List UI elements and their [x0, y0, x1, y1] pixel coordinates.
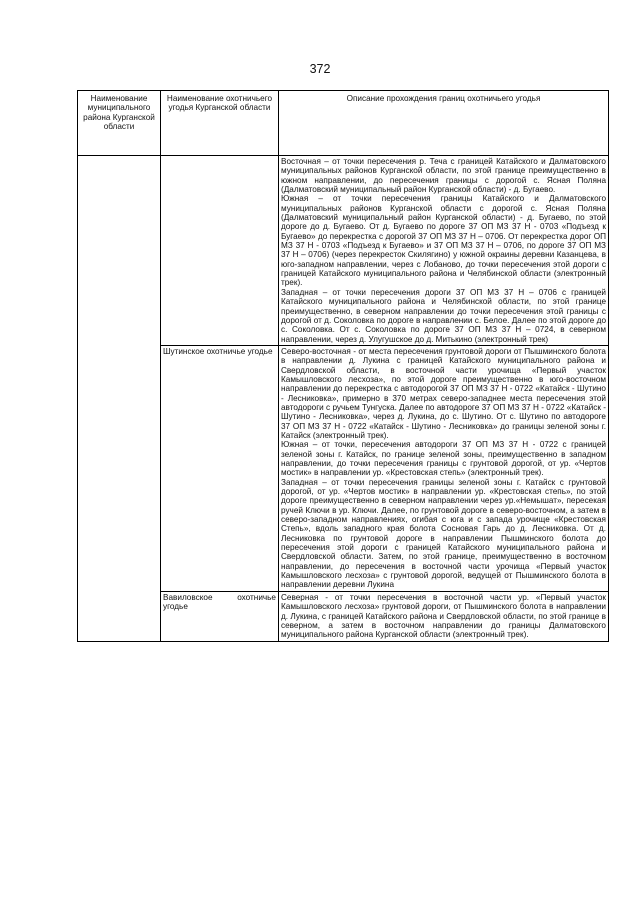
- table-header-row: [78, 91, 609, 156]
- page-number: 372: [309, 62, 331, 76]
- description-cell: [279, 591, 609, 641]
- hunting-grounds-table: [77, 90, 609, 642]
- header-hunting-ground: Наименование охотничьего угодья Курганской области: [161, 91, 279, 156]
- boundary-paragraph: Северная - от точки пересечения в восточной части ур. «Первый участок Камышловского лесхоза» грунтовой дороги, от Пышминского болота в направлении д. Лукина, с границей Катайского района и Свердловской области, по этой границе в северном, а затем в восточном направлении до границы Далматовского муниципального района Курганской области (электронный трек).: [281, 592, 606, 640]
- hunting-ground-cell: Шутинское охотничье угодье: [161, 345, 279, 591]
- hunting-ground-cell: [161, 156, 279, 346]
- boundary-paragraph: Южная – от точки, пересечения автодороги 37 ОП МЗ 37 Н - 0722 с границей зеленой зоны г. Катайск, по границе зеленой зоны, преимущественно в западном направлении, до точки пересечения границы с грунтовой дорогой, от ур. «Чертов мостик» в направлении ур. «Крестовская степь» (электронный трек).: [281, 440, 606, 478]
- boundary-paragraph: Северо-восточная - от места пересечения грунтовой дороги от Пышминского болота в направлении д. Лукина с границей Катайского муниципального района и Свердловской области, в восточной части урочища «Первый участок Камышловского лесхоза», по этой дороге преимущественно в юго-восточном направлении до перекрестка с автодорогой 37 ОП МЗ 37 Н - 0722 «Катайск - Шутино - Лесниковка», примерно в 370 метрах северо-западнее места пересечения этой автодороги с ручьем Тунгуска. Далее по автодороге 37 ОП МЗ 37 Н - 0722 «Катайск - Шутино - Лесниковка», через д. Лукина, до с. Шутино. От с. Шутино по автодороге 37 ОП МЗ 37 Н - 0722 «Катайск - Шутино - Лесниковка» до границы зеленой зоны г. Катайск (электронный трек).: [281, 346, 606, 440]
- hunting-ground-cell: Вавиловское охотничье угодье: [161, 591, 279, 641]
- boundary-paragraph: Западная – от точки пересечения границы зеленой зоны г. Катайск с грунтовой дорогой, от ур. «Чертов мостик» в направлении ур. «Крестовская степь», по этой дороге преимущественно в северном направлении через ур.«Немышат», пересекая ручей Ключи в ур. Ключи. Далее, по грунтовой дороге в северо-восточном, а затем в северо-западном направлениях, огибая с юга и с запада урочище «Крестовская Степь», вдоль западного края болота Сосновая Гарь до д. Лесниковка. От д. Лесниковка по грунтовой дороге в направлении Пышминского болота до пересечения этой дороги с границей Катайского муниципального района и Свердловской области. Затем, по этой границе, преимущественно в восточном направлении, до пересечения в восточной части урочища «Первый участок Камышловского лесхоза» с грунтовой дорогой, ведущей от Пышминского болота в направлении деревни Лукина: [281, 477, 606, 590]
- table-row: [78, 156, 609, 346]
- boundary-paragraph: Южная – от точки пересечения границы Катайского и Далматовского муниципальных районов Курганской области с дорогой с. Ясная Поляна (Далматовский муниципальный район Курганской области) - д. Бугаево, по этой дороге до д. Бугаево. От д. Бугаево по дороге 37 ОП МЗ 37 Н - 0703 «Подъезд к Бугаево» до перекрестка с дорогой 37 ОП МЗ 37 Н – 0706. От перекрестка дорог ОП МЗ 37 Н - 0703 «Подъезд к Бугаево» и 37 ОП МЗ 37 Н – 0706, по дороге 37 ОП МЗ 37 Н – 0706) (через перекресток Скилягино) у южной окраины деревни Казанцева, в юго-западном направлении, через с Лобаново, до точки пересечения этой дороги с границей Катайского муниципального района и Челябинской области (электронный трек).: [281, 194, 606, 288]
- district-cell: [78, 156, 161, 642]
- boundary-paragraph: Западная – от точки пересечения дороги 37 ОП МЗ 37 Н – 0706 с границей Катайского муниципального района и Челябинской области, по этой границе преимущественно, в северном направлении до точки пересечения этой границы с дорогой от д. Соколовка по дороге в направлении с. Белое. Далее по этой дороге до с. Соколовка. От с. Соколовка по дороге 37 ОП МЗ 37 Н – 0724, в северном направлении, через д. Улугушское до д. Митькино (электронный трек): [281, 287, 606, 344]
- description-cell: [279, 345, 609, 591]
- header-description: Описание прохождения границ охотничьего угодья: [279, 91, 609, 156]
- description-cell: [279, 156, 609, 346]
- boundary-paragraph: Восточная – от точки пересечения р. Теча с границей Катайского и Далматовского муниципальных районов Курганской области, по этой границе преимущественно в южном направлении, до пересечения границы с дорогой с. Ясная Поляна (Далматовский муниципальный район Курганской области) - д. Бугаево.: [281, 157, 606, 195]
- header-district: Наименование муниципального района Курганской области: [78, 91, 161, 156]
